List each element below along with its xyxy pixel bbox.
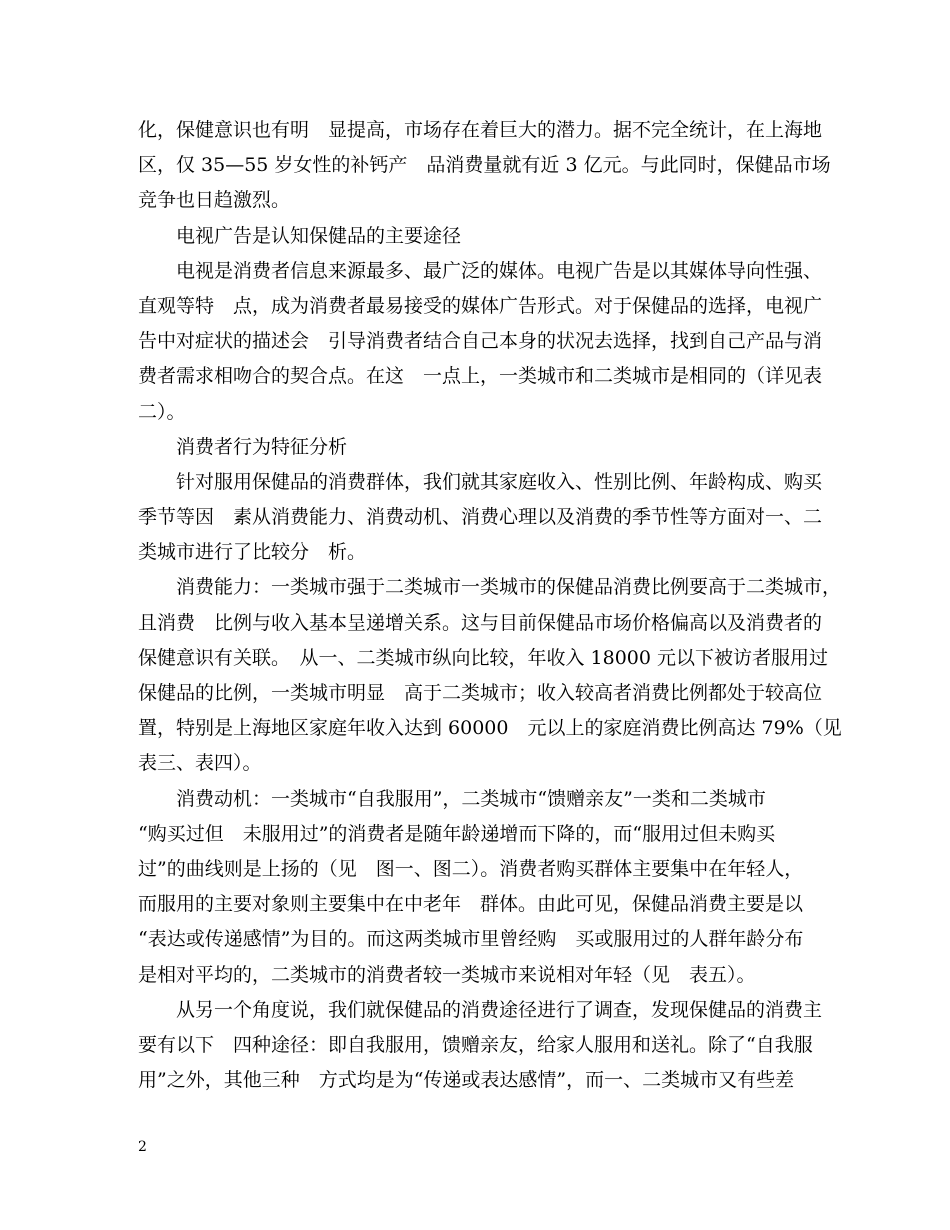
text-line: 竞争也日趋激烈。 — [138, 189, 291, 212]
text-line: 季节等因 素从消费能力、消费动机、消费心理以及消费的季节性等方面对一、二 — [138, 506, 823, 529]
text-line: 区，仅 35—55 岁女性的补钙产 品消费量就有近 3 亿元。与此同时，保健品市场 — [138, 154, 831, 177]
text-line: 电视是消费者信息来源最多、最广泛的媒体。电视广告是以其媒体导向性强、 — [176, 259, 823, 282]
text-line: 保健品的比例，一类城市明显 高于二类城市；收入较高者消费比例都处于较高位 — [138, 682, 823, 704]
text-line: 用”之外，其他三种 方式均是为“传递或表达感情”，而一、二类城市又有些差 — [138, 1069, 795, 1092]
text-line: 要有以下 四种途径：即自我服用，馈赠亲友，给家人服用和送礼。除了“自我服 — [138, 1033, 813, 1056]
text-line: 告中对症状的描述会 引导消费者结合自己本身的状况去选择，找到自己产品与消 — [138, 330, 823, 353]
page-number: 2 — [138, 1139, 147, 1155]
text-line: 而服用的主要对象则主要集中在中老年 群体。由此可见，保健品消费主要是以 — [138, 893, 804, 916]
text-line: 表三、表四）。 — [138, 752, 262, 775]
text-line: 类城市进行了比较分 析。 — [138, 541, 367, 564]
body-text — [138, 113, 842, 1098]
section-heading: 消费者行为特征分析 — [176, 435, 348, 458]
section-heading: 电视广告是认知保健品的主要途径 — [176, 224, 462, 247]
text-line: 针对服用保健品的消费群体，我们就其家庭收入、性别比例、年龄构成、购买 — [176, 470, 823, 493]
text-line: 化，保健意识也有明 显提高，市场存在着巨大的潜力。据不完全统计，在上海地 — [138, 119, 823, 141]
text-line: 置，特别是上海地区家庭年收入达到 60000 元以上的家庭消费比例高达 79%（见 — [138, 717, 842, 740]
text-line: “购买过但 未服用过”的消费者是随年龄递增而下降的，而“服用过但未购买 — [138, 822, 776, 845]
text-line: 是相对平均的，二类城市的消费者较一类城市来说相对年轻（见 表五）。 — [138, 963, 756, 986]
text-line: 保健意识有关联。 从一、二类城市纵向比较，年收入 18000 元以下被访者服用过 — [138, 646, 829, 669]
text-line: 二）。 — [138, 400, 186, 423]
text-line: 直观等特 点，成为消费者最易接受的媒体广告形式。对于保健品的选择，电视广 — [138, 294, 823, 317]
text-line: 且消费 比例与收入基本呈递增关系。这与目前保健品市场价格偏高以及消费者的 — [138, 611, 823, 634]
text-line: 从另一个角度说，我们就保健品的消费途径进行了调查，发现保健品的消费主 — [176, 998, 823, 1021]
text-line: 过”的曲线则是上扬的（见 图一、图二）。消费者购买群体主要集中在年轻人， — [138, 857, 804, 880]
text-line: 费者需求相吻合的契合点。在这 一点上，一类城市和二类城市是相同的（详见表 — [138, 365, 823, 388]
text-line: 消费能力：一类城市强于二类城市一类城市的保健品消费比例要高于二类城市， — [176, 576, 842, 599]
text-line: “表达或传递感情”为目的。而这两类城市里曾经购 买或服用过的人群年龄分布 — [138, 928, 804, 951]
text-line: 消费动机：一类城市“自我服用”，二类城市“馈赠亲友”一类和二类城市 — [176, 787, 766, 810]
